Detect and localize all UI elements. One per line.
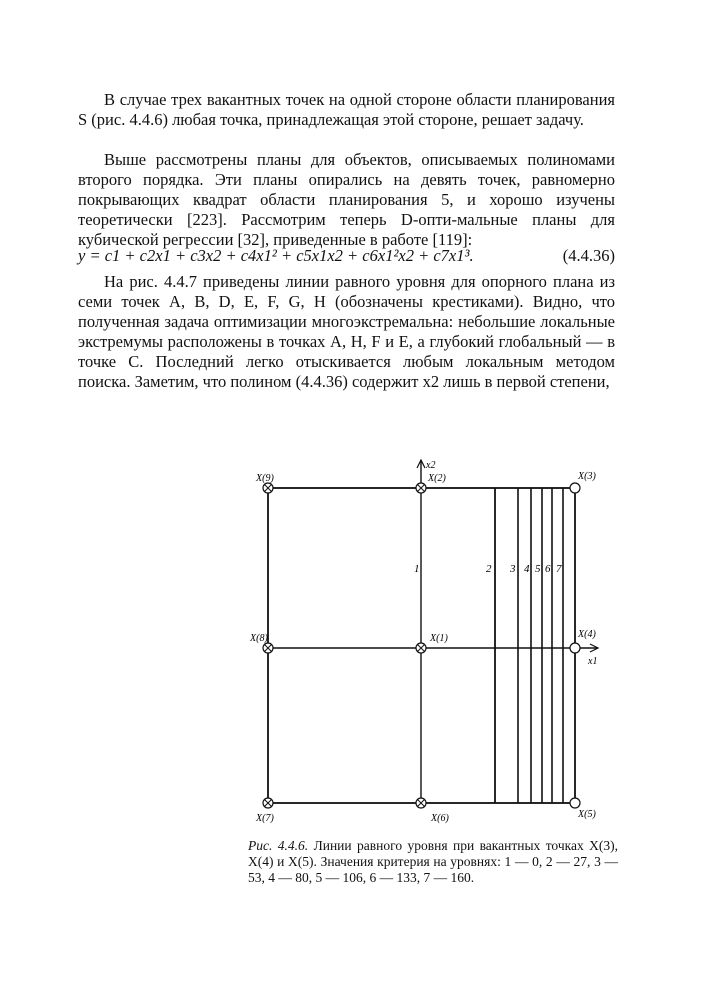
vacant-point-x3-marker	[570, 483, 580, 493]
caption-label: Рис. 4.4.6.	[248, 838, 309, 853]
level-label-6: 6	[545, 563, 551, 575]
point-label-x1: X(1)	[430, 633, 448, 644]
point-label-x7: X(7)	[256, 813, 274, 824]
equation-number: (4.4.36)	[562, 246, 615, 265]
x1-axis-label: x1	[588, 656, 598, 667]
level-label-3: 3	[510, 563, 516, 575]
figure-4-4-6	[248, 455, 618, 835]
paragraph-2	[78, 150, 615, 250]
paragraph-2-text: Выше рассмотрены планы для объектов, описываемых полиномами второго порядка. Эти планы опирались на девять точек, равномерно покрывающих квадрат области планирования 5, и хорошо изучены теоретически [223]. Рассмотрим теперь D-опти-мальные планы для кубической регрессии [32], приведенные в работе [119]:	[78, 150, 615, 249]
design-point-x1-marker	[416, 643, 426, 653]
paragraph-3	[78, 272, 615, 392]
point-label-x8: X(8)	[250, 633, 268, 644]
level-label-4: 4	[524, 563, 530, 575]
design-point-x2-marker	[416, 483, 426, 493]
figure-caption	[248, 838, 618, 886]
level-label-2: 2	[486, 563, 492, 575]
equation-4-4-36	[78, 246, 615, 266]
design-point-x8-marker	[263, 643, 273, 653]
vacant-point-x5-marker	[570, 798, 580, 808]
level-label-1: 1	[414, 563, 420, 575]
equation-formula: y = c1 + c2x1 + c3x2 + c4x1² + c5x1x2 + c6x1²x2 + c7x1³.	[78, 246, 474, 265]
design-point-x7-marker	[263, 798, 273, 808]
point-label-x9: X(9)	[256, 473, 274, 484]
x2-axis-label: x2	[426, 460, 436, 471]
level-label-5: 5	[535, 563, 541, 575]
point-label-x5: X(5)	[578, 809, 596, 820]
paragraph-3-text: На рис. 4.4.7 приведены линии равного уровня для опорного плана из семи точек A, B, D, E, F, G, H (обозначены крестиками). Видно, что полученная задача оптимизации многоэкстремальна: небольшие локальные экстремумы расположены в точках A, H, F и E, а глубокий глобальный — в точке С. Последний легко отыскивается любым локальным методом поиска. Заметим, что полином (4.4.36) содержит x2 лишь в первой степени,	[78, 272, 615, 391]
point-label-x4: X(4)	[578, 629, 596, 640]
vacant-point-x4-marker	[570, 643, 580, 653]
level-label-7: 7	[556, 563, 562, 575]
design-point-x6-marker	[416, 798, 426, 808]
point-label-x2: X(2)	[428, 473, 446, 484]
point-label-x6: X(6)	[431, 813, 449, 824]
design-point-x9-marker	[263, 483, 273, 493]
figure-svg	[248, 455, 618, 835]
paragraph-1	[78, 90, 615, 130]
caption-text: Линии равного уровня при вакантных точках X(3), X(4) и X(5). Значения критерия на уровнях: 1 — 0, 2 — 27, 3 — 53, 4 — 80, 5 — 106, 6 — 133, 7 — 160.	[248, 838, 618, 885]
point-label-x3: X(3)	[578, 471, 596, 482]
paragraph-1-text: В случае трех вакантных точек на одной стороне области планирования S (рис. 4.4.6) любая точка, принадлежащая этой стороне, решает задачу.	[78, 90, 615, 129]
